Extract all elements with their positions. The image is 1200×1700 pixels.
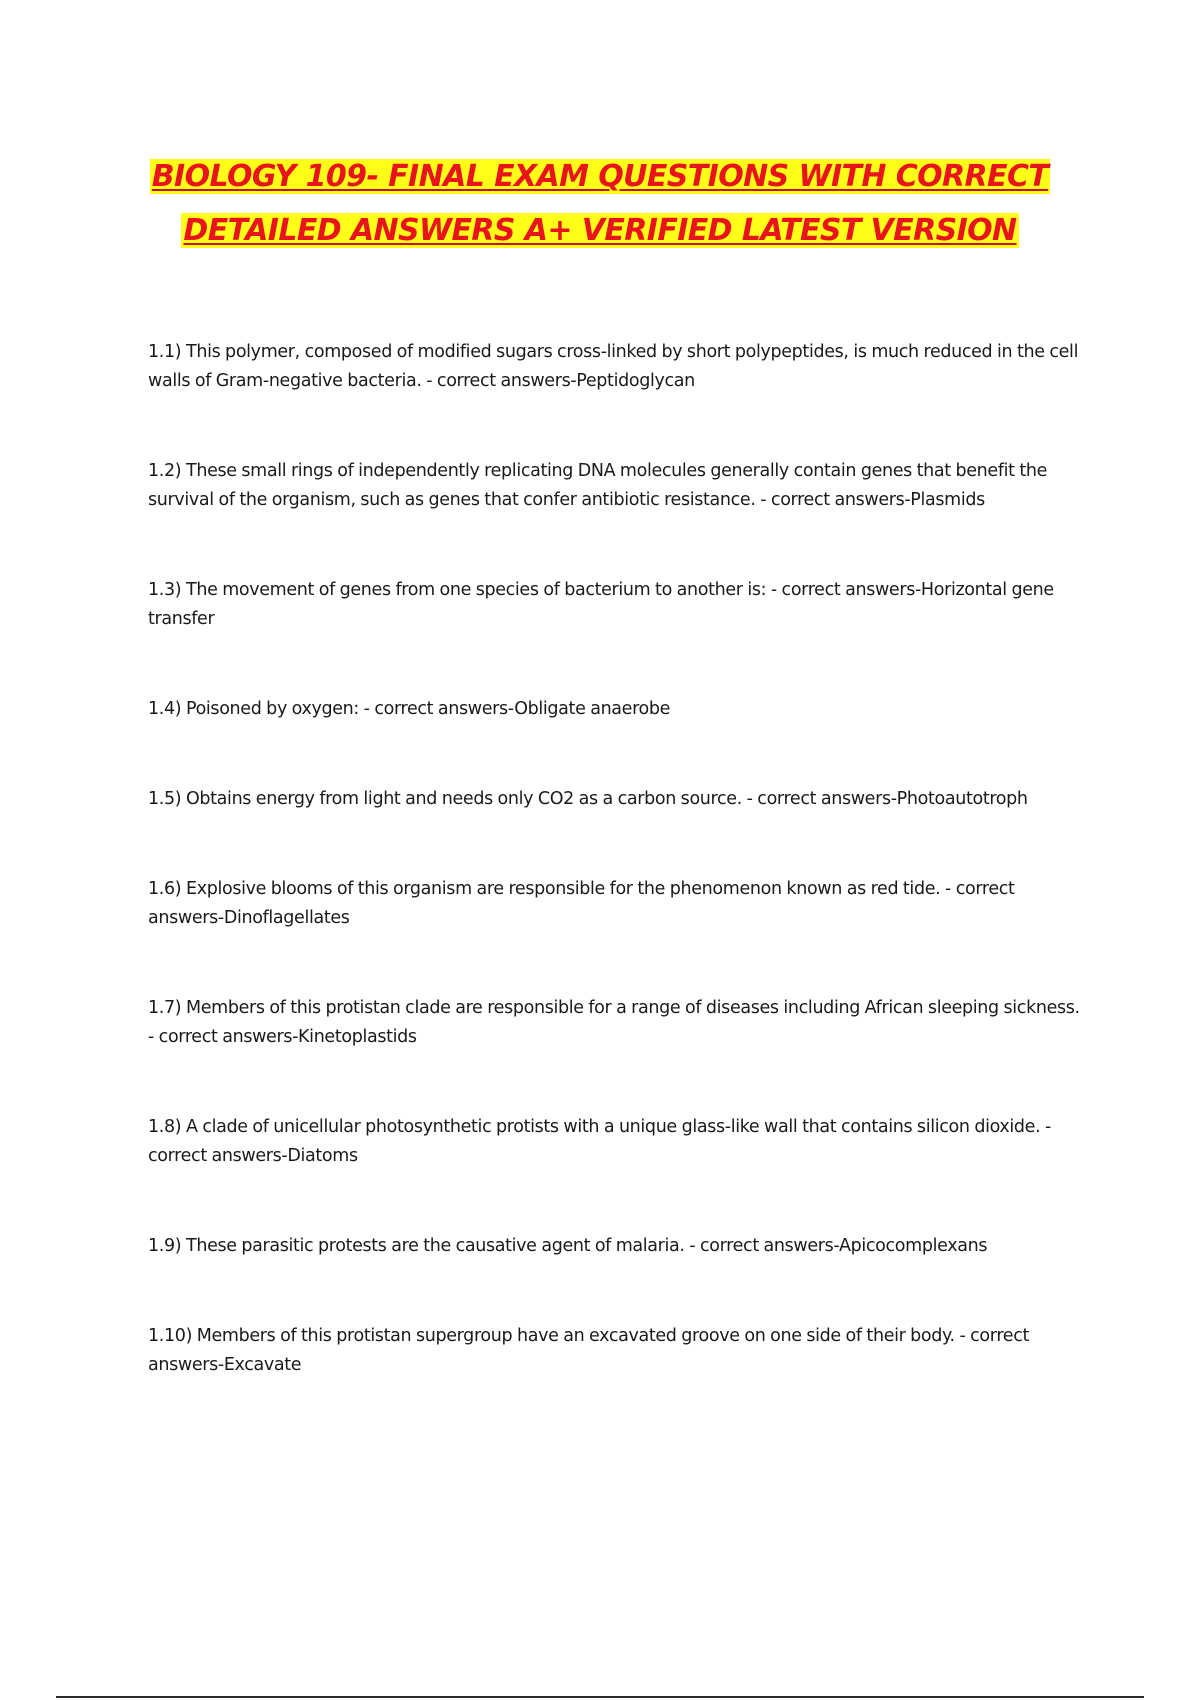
question-text: Poisoned by oxygen: - correct answers-Obligate anaerobe	[185, 699, 671, 719]
question-text: Explosive blooms of this organism are responsible for the phenomenon known as red tide. - correct answers-Dinoflagellates	[148, 879, 1015, 928]
question-number: 1.10)	[148, 1326, 193, 1346]
question-item-1-9	[148, 1232, 1088, 1261]
question-item-1-5	[148, 785, 1088, 814]
question-text: The movement of genes from one species of bacterium to another is: - correct answers-Horizontal gene transfer	[148, 580, 1054, 629]
question-text: A clade of unicellular photosynthetic protists with a unique glass-like wall that contains silicon dioxide. - correct answers-Diatoms	[148, 1117, 1051, 1166]
question-number: 1.5)	[148, 789, 182, 809]
question-item-1-1	[148, 338, 1088, 396]
question-number: 1.2)	[148, 461, 182, 481]
question-number: 1.6)	[148, 879, 182, 899]
question-item-1-8	[148, 1113, 1088, 1171]
document-title	[100, 150, 1100, 258]
question-item-1-7	[148, 994, 1088, 1052]
question-item-1-4	[148, 695, 1088, 724]
question-text: These small rings of independently replicating DNA molecules generally contain genes that benefit the survival of the organism, such as genes that confer antibiotic resistance. - correct answers-Plasmids	[148, 461, 1048, 510]
question-number: 1.7)	[148, 998, 182, 1018]
question-text: Obtains energy from light and needs only CO2 as a carbon source. - correct answers-Photoautotroph	[185, 789, 1028, 809]
question-text: These parasitic protests are the causative agent of malaria. - correct answers-Apicocomplexans	[185, 1236, 988, 1256]
question-item-1-2	[148, 457, 1088, 515]
question-text: Members of this protistan clade are responsible for a range of diseases including African sleeping sickness. - correct answers-Kinetoplastids	[148, 998, 1080, 1047]
question-text: Members of this protistan supergroup have an excavated groove on one side of their body. - correct answers-Excavate	[148, 1326, 1029, 1375]
question-number: 1.3)	[148, 580, 182, 600]
question-number: 1.9)	[148, 1236, 182, 1256]
footer-divider	[56, 1696, 1144, 1698]
question-item-1-6	[148, 875, 1088, 933]
question-item-1-10	[148, 1322, 1088, 1380]
question-number: 1.1)	[148, 342, 182, 362]
question-list	[148, 338, 1088, 1441]
question-number: 1.4)	[148, 699, 182, 719]
question-number: 1.8)	[148, 1117, 182, 1137]
question-item-1-3	[148, 576, 1088, 634]
question-text: This polymer, composed of modified sugars cross-linked by short polypeptides, is much reduced in the cell walls of Gram-negative bacteria. - correct answers-Peptidoglycan	[148, 342, 1079, 391]
title-line-1: BIOLOGY 109- FINAL EXAM QUESTIONS WITH CORRECT	[151, 159, 1049, 194]
title-line-2: DETAILED ANSWERS A+ VERIFIED LATEST VERSION	[183, 213, 1017, 248]
